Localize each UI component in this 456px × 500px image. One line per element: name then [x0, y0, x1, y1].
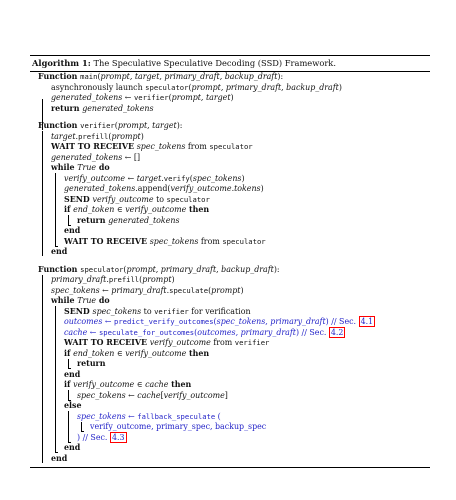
- code-token: spec_tokens, primary_draft: [216, 317, 326, 326]
- algorithm-line: [30, 433, 430, 444]
- code-token: verify_outcome: [163, 390, 225, 400]
- code-token: speculator: [222, 236, 266, 246]
- algorithm-line: [30, 237, 430, 248]
- code-token: ) // Sec.: [325, 317, 359, 326]
- code-token: verify_outcome: [125, 348, 187, 358]
- code-token: [: [160, 390, 164, 400]
- code-token: .: [75, 131, 79, 141]
- algorithm-line: [30, 216, 430, 227]
- code-token: prompt, primary_draft, backup_draft: [126, 264, 274, 274]
- code-token: speculator: [209, 142, 253, 151]
- algorithm-line: [30, 184, 430, 195]
- code-token: predict_verify_outcomes: [114, 317, 214, 326]
- code-token: (: [168, 93, 172, 102]
- code-token: do: [96, 163, 110, 172]
- code-token: end: [64, 369, 81, 379]
- code-token: (: [188, 82, 192, 92]
- code-token: ): [338, 82, 342, 92]
- caption-text: The Speculative Speculative Decoding (SSD) Framework.: [93, 58, 336, 68]
- block-gap: [30, 258, 430, 265]
- block-indent-foot: [68, 400, 71, 401]
- block-indent-foot: [55, 246, 58, 247]
- code-token: spec_tokens: [192, 173, 242, 183]
- block-gap: [30, 114, 430, 121]
- code-token: for verification: [188, 306, 251, 316]
- algorithm-caption: [30, 56, 430, 69]
- block-indent-bar: [55, 306, 56, 452]
- code-token: generated_tokens: [82, 103, 154, 113]
- code-token: end: [64, 443, 81, 452]
- block-indent-bar: [55, 173, 56, 246]
- code-token: if: [64, 348, 74, 358]
- algorithm-line: [30, 226, 430, 237]
- code-token: generated_tokens: [108, 215, 180, 225]
- code-token: ←: [99, 285, 112, 295]
- code-token: ←: [125, 411, 138, 421]
- code-token: from: [210, 338, 235, 347]
- code-token: to: [153, 194, 167, 204]
- code-token: prompt: [142, 275, 172, 284]
- algorithm-line: [30, 195, 430, 206]
- code-token: while: [51, 163, 78, 172]
- block-indent-bar: [42, 131, 43, 256]
- code-token: Function: [38, 72, 81, 81]
- code-token: ←: [122, 93, 134, 102]
- code-token: (: [208, 285, 212, 295]
- code-token: cache: [145, 380, 169, 389]
- code-token: ) // Sec.: [295, 327, 329, 337]
- algorithm-line: [30, 153, 430, 164]
- code-token: from: [185, 142, 210, 151]
- code-token: end_token: [73, 348, 115, 358]
- code-token: (: [114, 121, 118, 130]
- code-token: ): [240, 285, 244, 295]
- code-token: ):: [176, 121, 183, 130]
- code-token: Function: [38, 121, 81, 130]
- algorithm-line: [30, 132, 430, 143]
- code-token: verifier: [80, 121, 115, 130]
- block-indent-foot: [81, 431, 84, 432]
- code-token: while: [51, 296, 78, 305]
- code-token: verify: [163, 173, 190, 183]
- code-token: verify_outcome: [125, 205, 187, 214]
- code-token: return: [51, 103, 83, 113]
- algorithm-line: [30, 338, 430, 349]
- code-token: speculate_for_outcomes: [98, 327, 195, 337]
- code-token: spec_tokens: [92, 306, 142, 316]
- code-token: ←: [87, 327, 99, 337]
- code-token: spec_tokens: [51, 285, 100, 295]
- code-token: ← []: [122, 152, 141, 162]
- algorithm-line: [30, 83, 430, 94]
- code-token: speculator: [145, 82, 189, 92]
- code-token: else: [64, 401, 82, 410]
- code-token: ∈: [114, 205, 126, 214]
- bottom-rule: [30, 467, 430, 468]
- block-indent-bar: [42, 99, 43, 130]
- algorithm-line: [30, 93, 430, 104]
- code-token: end: [64, 226, 81, 235]
- algorithm-line: [30, 72, 430, 83]
- code-token: do: [96, 296, 110, 305]
- algorithm-line: [30, 380, 430, 391]
- algorithm-line: [30, 443, 430, 454]
- code-token: primary_draft: [51, 275, 107, 284]
- code-token: outcomes: [64, 317, 103, 326]
- algorithm-line: [30, 328, 430, 339]
- code-token: ): [260, 184, 264, 193]
- block-indent-bar: [68, 215, 69, 225]
- code-token: True: [77, 163, 97, 172]
- section-ref-link[interactable]: 4.2: [330, 327, 344, 337]
- code-token: .: [106, 275, 109, 284]
- code-token: ∈: [134, 380, 146, 389]
- block-indent-foot: [68, 368, 71, 369]
- algorithm-line: [30, 349, 430, 360]
- code-token: asynchronously launch: [51, 82, 146, 92]
- code-token: (: [139, 275, 143, 284]
- algorithm-line: [30, 205, 430, 216]
- algorithm-line: [30, 317, 430, 328]
- block-indent-bar: [68, 390, 69, 400]
- code-token: generated_tokens: [51, 152, 123, 162]
- code-token: True: [77, 296, 97, 305]
- code-token: return: [77, 359, 106, 368]
- section-ref-link[interactable]: 4.1: [360, 317, 374, 326]
- code-token: target: [51, 131, 76, 141]
- code-token: ←: [125, 390, 138, 400]
- algorithm-line: [30, 247, 430, 258]
- code-token: prefill: [108, 275, 140, 284]
- code-token: if: [64, 380, 74, 389]
- block-indent-foot: [68, 225, 71, 226]
- code-token: end: [51, 247, 68, 256]
- algorithm-line: [30, 422, 430, 433]
- code-token: spec_tokens: [136, 142, 186, 151]
- code-token: cache: [64, 327, 88, 337]
- code-token: ): [241, 173, 245, 183]
- code-token: then: [168, 380, 192, 389]
- code-token: then: [186, 348, 210, 358]
- code-token: (: [194, 327, 198, 337]
- code-token: end: [51, 453, 68, 463]
- algorithm-line: [30, 296, 430, 307]
- code-token: prompt: [111, 131, 141, 141]
- code-token: WAIT TO RECEIVE: [51, 142, 137, 151]
- code-token: verify_outcome, primary_spec, backup_spec: [90, 422, 267, 431]
- code-token: ]: [224, 390, 228, 400]
- code-token: ):: [273, 264, 280, 274]
- code-token: prompt, primary_draft, backup_draft: [191, 82, 339, 92]
- code-token: fallback_speculate: [137, 411, 216, 421]
- code-token: verifier: [234, 338, 270, 347]
- code-token: then: [186, 205, 210, 214]
- code-token: prompt, target, primary_draft, backup_draft: [100, 72, 278, 81]
- code-token: verify_outcome: [149, 338, 211, 347]
- algorithm-body: [30, 72, 430, 464]
- block-indent-foot: [68, 442, 71, 443]
- code-token: spec_tokens: [77, 390, 126, 400]
- code-token: verifier: [133, 93, 169, 102]
- code-token: SEND: [64, 306, 93, 316]
- code-token: SEND: [64, 194, 93, 204]
- code-token: ←: [102, 317, 115, 326]
- algorithm-line: [30, 359, 430, 370]
- block-indent-foot: [55, 452, 58, 453]
- algorithm-line: [30, 121, 430, 132]
- section-ref-link[interactable]: 4.3: [111, 432, 125, 442]
- code-token: (: [215, 411, 221, 421]
- algorithm-line: [30, 391, 430, 402]
- code-token: speculator: [80, 264, 124, 274]
- algorithm-line: [30, 275, 430, 286]
- code-token: generated_tokens: [51, 93, 123, 102]
- code-token: verifier: [154, 306, 189, 316]
- code-token: end_token: [73, 205, 115, 214]
- code-token: verify_outcome.tokens: [170, 184, 261, 193]
- code-token: ∈: [114, 348, 126, 358]
- code-token: prefill: [78, 131, 109, 141]
- code-token: if: [64, 205, 74, 214]
- code-token: (: [213, 317, 217, 326]
- code-token: ): [140, 131, 144, 141]
- algorithm-line: [30, 265, 430, 276]
- algorithm-line: [30, 370, 430, 381]
- code-token: verify_outcome: [73, 380, 135, 389]
- algorithm-line: [30, 142, 430, 153]
- code-token: outcomes, primary_draft: [197, 327, 296, 337]
- code-token: speculator: [166, 194, 210, 204]
- code-token: WAIT TO RECEIVE: [64, 236, 150, 246]
- code-token: target: [136, 173, 162, 183]
- code-token: WAIT TO RECEIVE: [64, 338, 150, 347]
- code-token: .append(: [135, 184, 171, 193]
- code-token: (: [189, 173, 193, 183]
- block-indent-bar: [42, 275, 43, 463]
- code-token: prompt, target: [171, 93, 231, 102]
- code-token: primary_draft: [111, 285, 167, 295]
- block-indent-bar: [81, 422, 82, 431]
- code-token: ): [171, 275, 175, 284]
- block-indent-bar: [68, 411, 69, 442]
- code-token: ) // Sec.: [77, 432, 110, 442]
- code-token: ):: [277, 72, 284, 81]
- code-token: generated_tokens: [64, 184, 136, 193]
- code-token: verify_outcome: [92, 194, 154, 204]
- code-token: spec_tokens: [149, 236, 199, 246]
- caption-label: Algorithm 1:: [32, 58, 91, 68]
- code-token: spec_tokens: [77, 411, 126, 421]
- block-indent-bar: [68, 359, 69, 368]
- algorithm-line: [30, 454, 430, 465]
- code-token: (: [97, 72, 101, 81]
- code-token: .: [161, 173, 164, 183]
- code-token: speculate: [169, 285, 209, 295]
- code-token: .: [166, 285, 170, 295]
- code-token: main: [80, 72, 98, 81]
- code-token: Function: [38, 264, 81, 274]
- algorithm-line: [30, 286, 430, 297]
- algorithm-line: [30, 401, 430, 412]
- algorithm-line: [30, 412, 430, 423]
- code-token: cache: [137, 390, 161, 400]
- code-token: ←: [125, 173, 137, 183]
- code-token: (: [108, 131, 112, 141]
- algorithm-line: [30, 163, 430, 174]
- algorithm-box: [30, 55, 430, 468]
- code-token: from: [198, 236, 223, 246]
- code-token: to: [141, 306, 155, 316]
- algorithm-line: [30, 104, 430, 115]
- code-token: (: [123, 264, 127, 274]
- code-token: ): [230, 93, 234, 102]
- algorithm-line: [30, 174, 430, 185]
- code-token: return: [77, 215, 109, 225]
- code-token: verify_outcome: [64, 173, 126, 183]
- code-token: prompt, target: [117, 121, 177, 130]
- code-token: prompt: [211, 285, 241, 295]
